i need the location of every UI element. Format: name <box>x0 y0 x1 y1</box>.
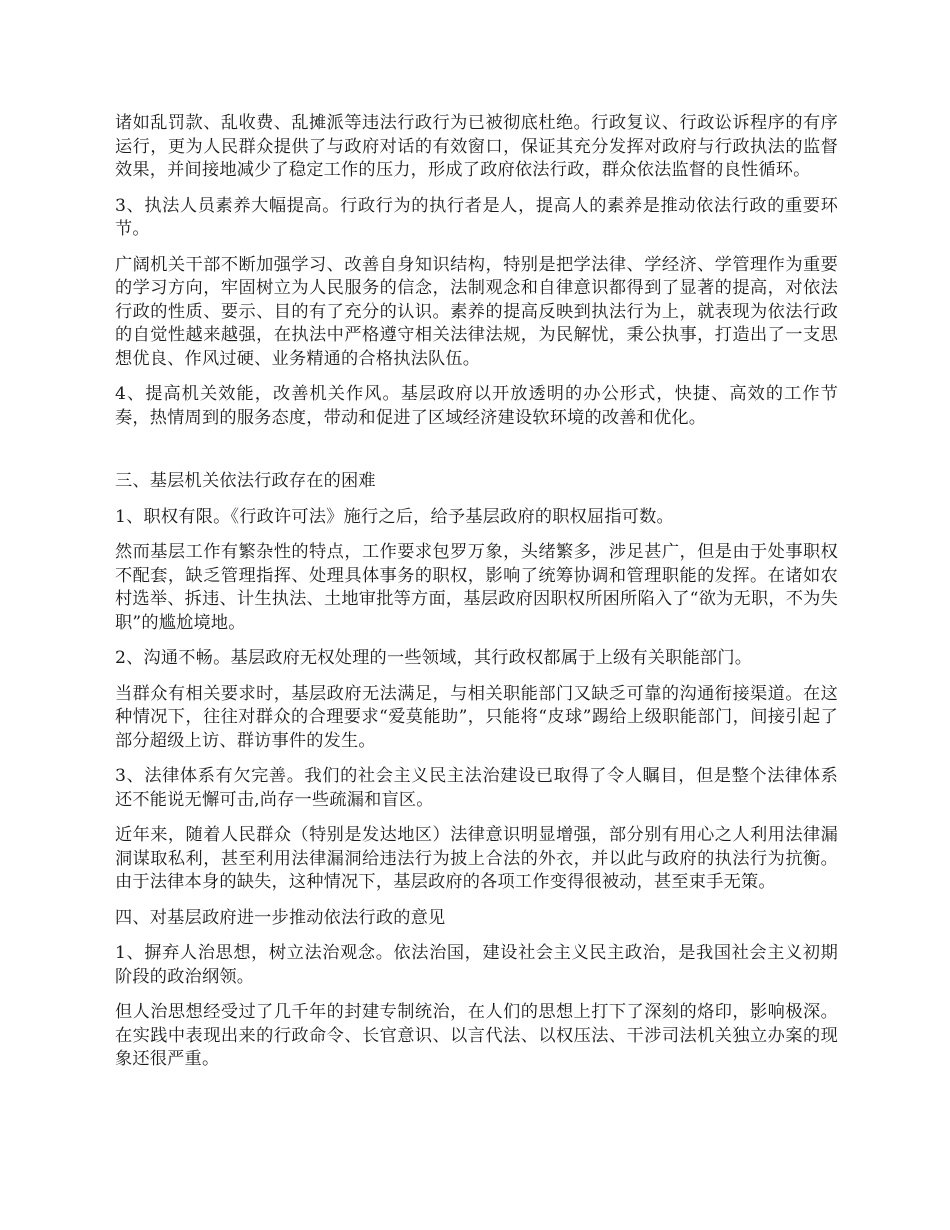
section-heading: 三、基层机关依法行政存在的困难 <box>115 471 376 491</box>
paragraph: 3、执法人员素养大幅提高。行政行为的执行者是人，提高人的素养是推动依法行政的重要环节。 <box>115 195 838 239</box>
section-heading: 四、对基层政府进一步推动依法行政的意见 <box>115 907 446 928</box>
paragraph: 广阔机关干部不断加强学习、改善自身知识结构，特别是把学法律、学经济、学管理作为重要的学习方向，牢固树立为人民服务的信念，法制观念和自律意识都得到了显著的提高，对依法行政的性质、要示、目的有了充分的认识。素养的提高反映到执法行为上，就表现为依法行政的自觉性越来越强，在执法中严格遵守相关法律法规，为民解忧，秉公执事，打造出了一支思想优良、作风过硬、业务精通的合格执法队伍。 <box>115 254 838 369</box>
document-body <box>115 112 838 1084</box>
paragraph: 2、沟通不畅。基层政府无权处理的一些领域，其行政权都属于上级有关职能部门。 <box>115 648 753 668</box>
paragraph: 3、法律体系有欠完善。我们的社会主义民主法治建设已取得了令人瞩目，但是整个法律体系还不能说无懈可击,尚存一些疏漏和盲区。 <box>115 766 838 810</box>
paragraph: 诸如乱罚款、乱收费、乱摊派等违法行政行为已被彻底杜绝。行政复议、行政讼诉程序的有序运行，更为人民群众提供了与政府对话的有效窗口，保证其充分发挥对政府与行政执法的监督效果，并间接地减少了稳定工作的压力，形成了政府依法行政，群众依法监督的良性循环。 <box>115 113 838 180</box>
paragraph: 4、提高机关效能，改善机关作风。基层政府以开放透明的办公形式，快捷、高效的工作节奏，热情周到的服务态度，带动和促进了区域经济建设软环境的改善和优化。 <box>115 384 838 428</box>
paragraph: 然而基层工作有繁杂性的特点，工作要求包罗万象，头绪繁多，涉足甚广，但是由于处事职权不配套，缺乏管理指挥、处理具体事务的职权，影响了统筹协调和管理职能的发挥。在诸如农村选举、拆违、计生执法、土地审批等方面，基层政府因职权所困所陷入了“欲为无职，不为失职”的尴尬境地。 <box>115 542 838 633</box>
paragraph: 但人治思想经受过了几千年的封建专制统治，在人们的思想上打下了深刻的烙印，影响极深。在实践中表现出来的行政命令、长官意识、以言代法、以权压法、干涉司法机关独立办案的现象还很严重。 <box>115 1002 838 1069</box>
paragraph: 当群众有相关要求时，基层政府无法满足，与相关职能部门又缺乏可靠的沟通衔接渠道。在这种情况下，往往对群众的合理要求“爱莫能助”，只能将“皮球”踢给上级职能部门，间接引起了部分超级上访、群访事件的发生。 <box>115 683 838 751</box>
paragraph: 1、职权有限。《行政许可法》施行之后，给予基层政府的职权屈指可数。 <box>115 506 674 527</box>
paragraph: 1、摒弃人治思想，树立法治观念。依法治国，建设社会主义民主政治，是我国社会主义初期阶段的政治纲领。 <box>115 943 838 987</box>
paragraph: 近年来，随着人民群众（特别是发达地区）法律意识明显增强，部分别有用心之人利用法律漏洞谋取私利，甚至利用法律漏洞给违法行为披上合法的外衣，并以此与政府的执法行为抗衡。由于法律本身的缺失，这种情况下，基层政府的各项工作变得很被动，甚至束手无策。 <box>115 825 838 892</box>
